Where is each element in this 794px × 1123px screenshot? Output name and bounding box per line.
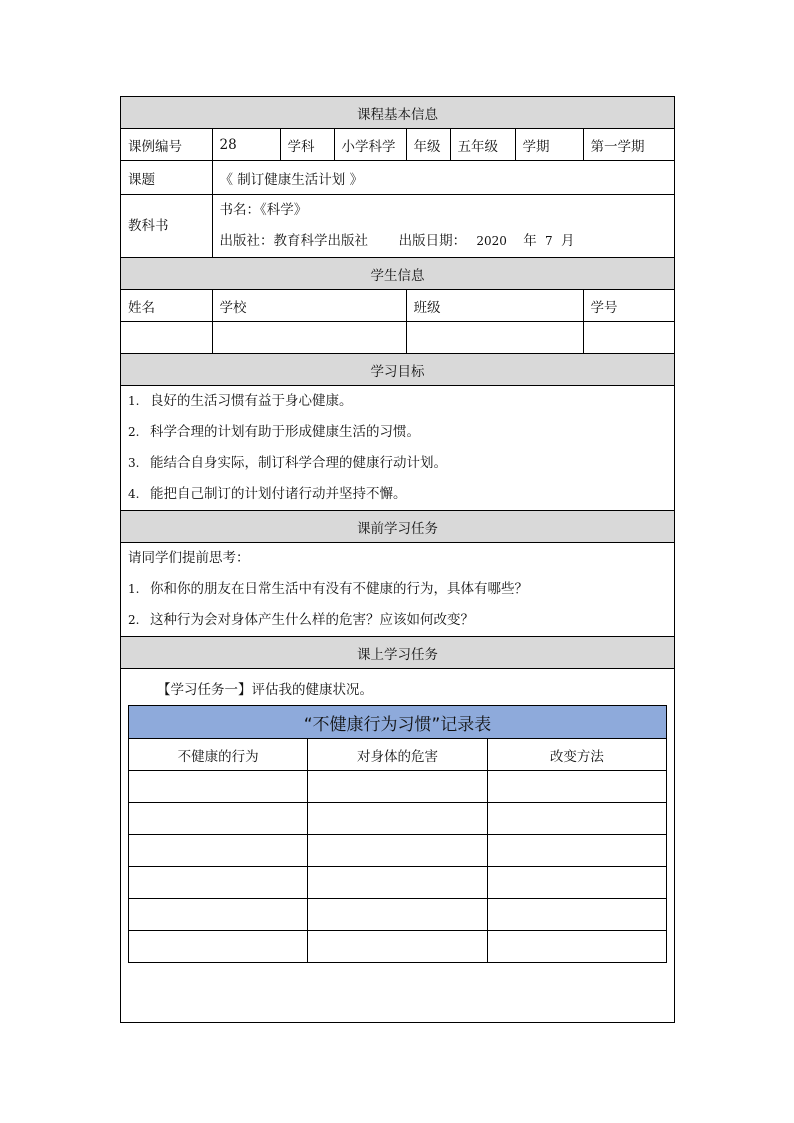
record-cell[interactable] [308, 931, 487, 963]
student-info-header: 学生信息 [121, 258, 674, 290]
basic-info-header: 课程基本信息 [121, 97, 674, 129]
table-row [129, 899, 667, 931]
table-row [129, 835, 667, 867]
name-field[interactable] [121, 322, 212, 354]
record-cell[interactable] [129, 835, 308, 867]
publisher-label: 出版社： [219, 233, 274, 249]
subject-value: 小学科学 [334, 129, 406, 161]
subject-label: 学科 [280, 129, 334, 161]
list-item: 3. 能结合自身实际，制订科学合理的健康行动计划。 [128, 455, 447, 471]
book-name: 书名：《科学》 [219, 202, 308, 218]
textbook-details [212, 195, 674, 258]
pre-class-header: 课前学习任务 [121, 511, 674, 543]
list-item: 2. 这种行为会对身体产生什么样的危害？应该如何改变？ [128, 612, 474, 628]
publisher-line [220, 226, 668, 257]
student-info-header-row [121, 258, 674, 290]
record-table-title: “不健康行为习惯”记录表 [129, 706, 667, 739]
record-cell[interactable] [129, 867, 308, 899]
class-label: 班级 [406, 290, 583, 322]
record-cell[interactable] [129, 803, 308, 835]
student-id-label: 学号 [583, 290, 674, 322]
textbook-row [121, 195, 674, 258]
table-row [129, 803, 667, 835]
pre-class-intro: 请同学们提前思考： [128, 550, 250, 566]
objectives-list-row [121, 386, 674, 511]
student-labels-row [121, 290, 674, 322]
term-value: 第一学期 [583, 129, 674, 161]
code-row [121, 129, 674, 161]
list-item: 4. 能把自己制订的计划付诸行动并坚持不懈。 [128, 486, 407, 502]
school-label: 学校 [212, 290, 406, 322]
record-cell[interactable] [487, 899, 666, 931]
record-cell[interactable] [308, 899, 487, 931]
record-cell[interactable] [129, 931, 308, 963]
class-field[interactable] [406, 322, 583, 354]
column-header: 改变方法 [487, 739, 666, 771]
list-item: 2. 科学合理的计划有助于形成健康生活的习惯。 [128, 424, 420, 440]
basic-info-header-row [121, 97, 674, 129]
record-cell[interactable] [487, 803, 666, 835]
task-one-instruction: 【学习任务一】评估我的健康状况。 [157, 682, 373, 698]
grade-label: 年级 [406, 129, 450, 161]
objectives-header-row [121, 354, 674, 386]
record-cell[interactable] [129, 899, 308, 931]
student-values-row [121, 322, 674, 354]
textbook-label: 教科书 [128, 217, 169, 234]
column-header: 不健康的行为 [129, 739, 308, 771]
in-class-header: 课上学习任务 [121, 637, 674, 669]
publish-month-unit: 月 [560, 233, 575, 249]
grade-value: 五年级 [450, 129, 515, 161]
school-field[interactable] [212, 322, 406, 354]
list-item: 1. 你和你的朋友在日常生活中有没有不健康的行为，具体有哪些？ [128, 581, 528, 597]
record-cell[interactable] [308, 803, 487, 835]
student-id-field[interactable] [583, 322, 674, 354]
record-table [128, 705, 667, 963]
record-cell[interactable] [308, 835, 487, 867]
objectives-header: 学习目标 [121, 354, 674, 386]
record-table-title-row [129, 706, 667, 739]
topic-row [121, 161, 674, 195]
table-row [129, 771, 667, 803]
record-table-header-row [129, 739, 667, 771]
name-label: 姓名 [121, 290, 212, 322]
objectives-list [121, 386, 674, 511]
pre-class-list [121, 543, 674, 637]
code-value: 28 [212, 129, 280, 161]
record-cell[interactable] [129, 771, 308, 803]
record-cell[interactable] [308, 771, 487, 803]
publish-year: 2020 [476, 234, 507, 248]
lesson-sheet [120, 96, 675, 1023]
topic-value: 《 制订健康生活计划 》 [212, 161, 674, 195]
record-cell[interactable] [308, 867, 487, 899]
list-item: 1. 良好的生活习惯有益于身心健康。 [128, 393, 353, 409]
publish-date-label: 出版日期： [398, 233, 467, 249]
column-header: 对身体的危害 [308, 739, 487, 771]
table-row [129, 867, 667, 899]
record-cell[interactable] [487, 771, 666, 803]
pre-class-header-row [121, 511, 674, 543]
topic-label: 课题 [121, 161, 212, 195]
term-label: 学期 [515, 129, 583, 161]
record-cell[interactable] [487, 867, 666, 899]
record-cell[interactable] [487, 835, 666, 867]
in-class-header-row [121, 637, 674, 669]
code-label: 课例编号 [121, 129, 212, 161]
publish-month: 7 [545, 234, 553, 248]
pre-class-list-row [121, 543, 674, 637]
record-cell[interactable] [487, 931, 666, 963]
table-row [129, 931, 667, 963]
publisher-value: 教育科学出版社 [273, 233, 368, 249]
lesson-info-table [121, 97, 674, 669]
publish-year-unit: 年 [523, 233, 537, 249]
